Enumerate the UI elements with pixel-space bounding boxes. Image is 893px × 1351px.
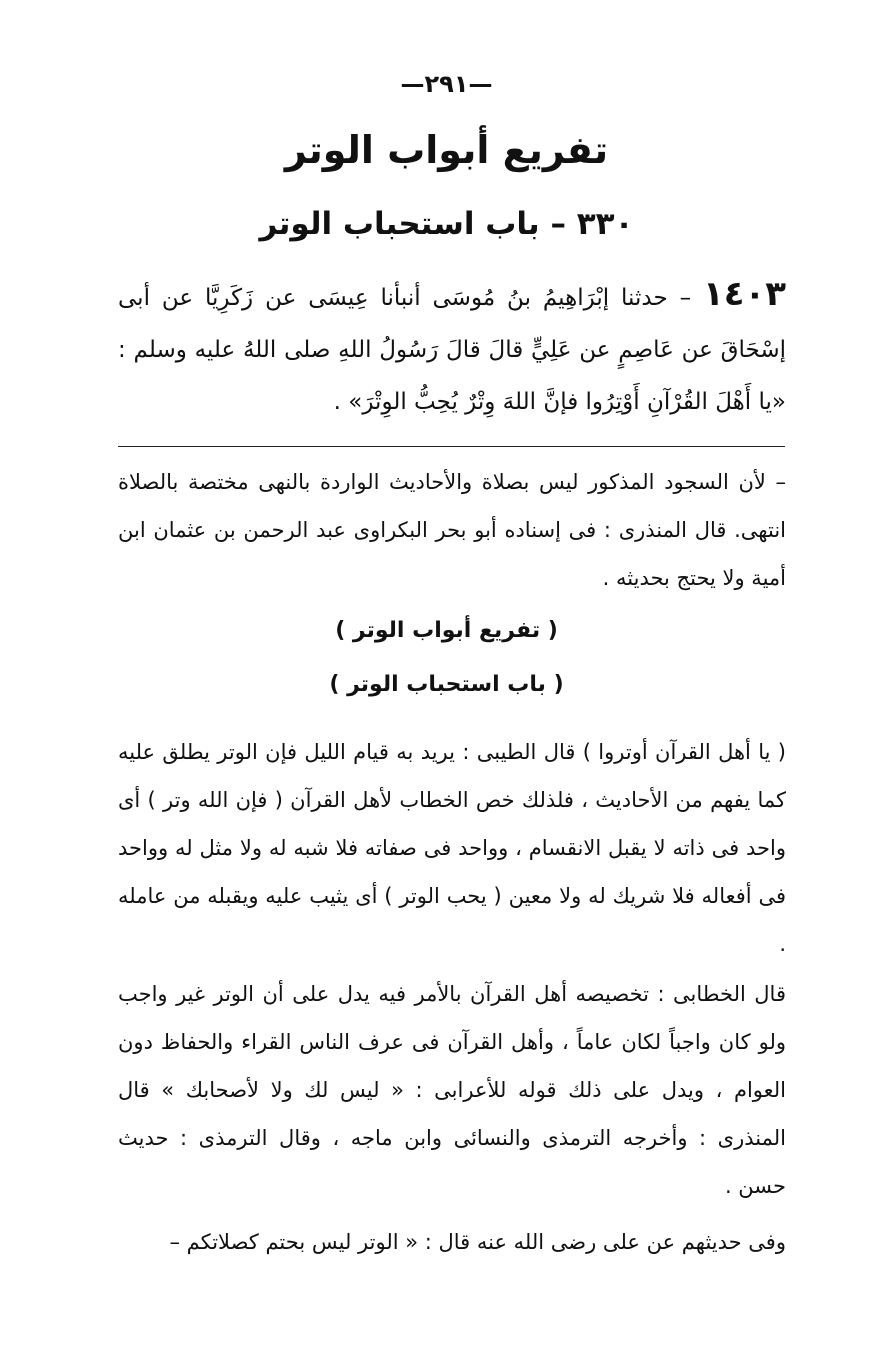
footnote-divider — [118, 446, 785, 447]
commentary-paragraph-4: وفى حديثهم عن على رضى الله عنه قال : « الوتر ليس بحتم كصلاتكم – — [169, 1230, 786, 1254]
commentary-paragraph-1: – لأن السجود المذكور ليس بصلاة والأحاديث الواردة بالنهى مختصة بالصلاة انتهى. قال المنذرى : فى إسناده أبو بحر البكراوى عبد الرحمن بن عثمان ابن أمية ولا يحتج بحديثه . — [118, 470, 786, 590]
chapter-title: تفريع أبواب الوتر — [284, 128, 609, 172]
hadith-text: – حدثنا إبْرَاهِيمُ بنُ مُوسَى أنبأنا عِيسَى عن زَكَرِيَّا عن أبى إسْحَاقَ عن عَاصِمٍ عن عَلِيٍّ قالَ قالَ رَسُولُ اللهِ صلى اللهُ عليه وسلم : «يا أَهْلَ القُرْآنِ أَوْتِرُوا فإنَّ اللهَ وِتْرٌ يُحِبُّ الوِتْرَ» . — [118, 285, 786, 415]
hadith-number: ١٤٠٣ — [702, 274, 786, 314]
commentary-paragraph-2: ( يا أهل القرآن أوتروا ) قال الطيبى : يريد به قيام الليل فإن الوتر يطلق عليه كما يفهم من الأحاديث ، فلذلك خص الخطاب لأهل القرآن ( فإن الله وتر ) أى واحد فى ذاته لا يقبل الانقسام ، وواحد فى صفاته فلا شبه له ولا مثل له وواحد فى أفعاله فلا شريك له ولا معين ( يحب الوتر ) أى يثيب عليه ويقبله من عامله . — [118, 740, 786, 956]
commentary-sub-heading-chapter: ( تفريع أبواب الوتر ) — [335, 618, 558, 643]
page-number: —٢٩١— — [400, 70, 493, 98]
commentary-paragraph-3: قال الخطابى : تخصيصه أهل القرآن بالأمر فيه يدل على أن الوتر غير واجب ولو كان واجباً لكان عاماً ، وأهل القرآن فى عرف الناس القراء والحفاظ دون العوام ، ويدل على ذلك قوله للأعرابى : « ليس لك ولا لأصحابك » قال المنذرى : وأخرجه الترمذى والنسائى وابن ماجه ، وقال الترمذى : حديث حسن . — [118, 982, 786, 1198]
hadith-text-block — [118, 268, 786, 428]
bab-title: ٣٣٠ – باب استحباب الوتر — [259, 206, 634, 242]
commentary-sub-heading-bab: ( باب استحباب الوتر ) — [329, 672, 564, 697]
